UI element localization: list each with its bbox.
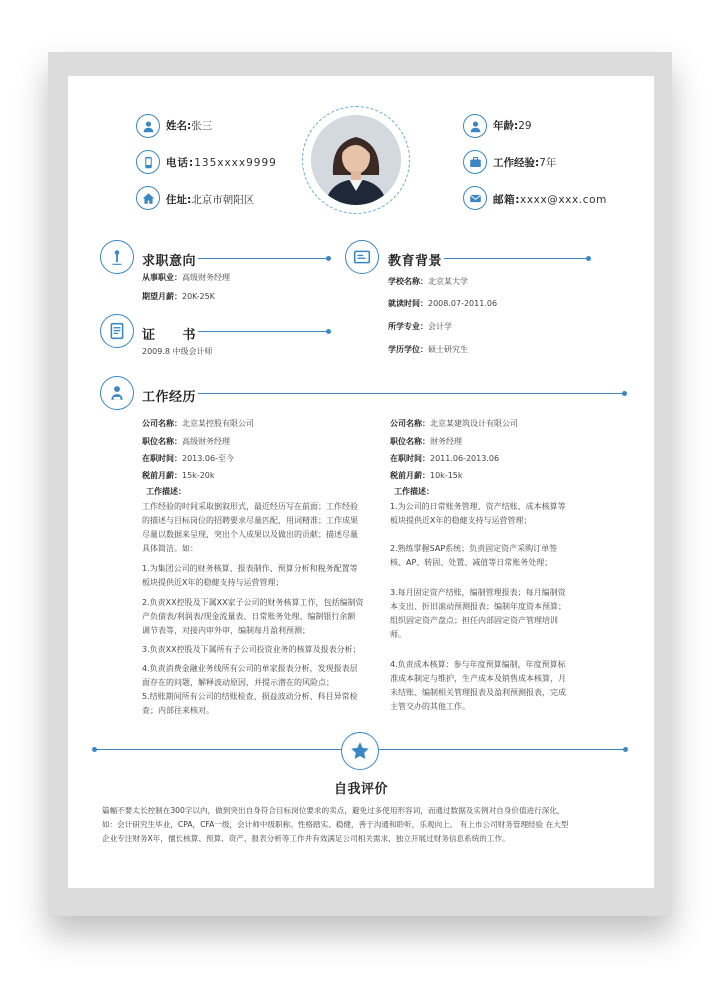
address-value: 北京市朝阳区 [191,194,255,206]
work-left-item4 [142,662,382,718]
work-divider-dot [622,391,627,396]
work-left-period [142,453,234,464]
address-label: 住址: [166,194,192,206]
work-right-period-label: 在职时间： [390,454,430,463]
work-left-item1-line: 1.为集团公司的财务核算、报表制作、预算分析和税务配置等 [142,564,358,573]
email-label: 邮箱: [493,194,520,206]
work-right-salary-value: 10k-15k [430,471,463,480]
star-icon [341,732,379,770]
work-right-salary-label: 税前月薪： [390,471,430,480]
work-left-company-label: 公司名称： [142,419,182,428]
education-major-label: 所学专业： [388,322,428,331]
work-right-item1-line: 1.为公司的日常账务管理、资产结账、成本核算等 [390,502,566,511]
work-right-desc-label [394,486,434,497]
briefcase-icon [463,150,487,174]
work-right-period-value: 2011.06-2013.06 [430,454,500,463]
work-right-item3 [390,586,620,642]
intention-position-value: 高级财务经理 [182,273,230,282]
work-right-item1 [390,500,620,528]
self-eval-divider-left [96,749,341,750]
experience-field [493,155,556,170]
work-right-company [390,418,518,429]
work-left-item4-line: 面存在的问题，解释波动原因，并提示潜在的风险点； [142,678,334,687]
certificate-divider [198,331,328,332]
avatar [311,115,401,205]
work-left-item4-line: 4.负责消费金融业务线所有公司的单家报表分析，发现报表层 [142,664,358,673]
work-left-position-value: 高级财务经理 [182,437,230,446]
work-right-item1-line: 板块提供近X年的稳健支持与运营管理； [390,516,532,525]
work-left-item3 [142,643,382,657]
email-field [493,192,607,207]
work-left-item1-line: 板块提供近X年的稳健支持与运营管理； [142,578,284,587]
work-left-intro-line: 工作经验的时间采取倒叙形式，最近经历写在前面；工作经验 [142,502,358,511]
phone-label: 电话: [166,157,195,169]
user-icon [136,114,160,138]
work-left-item2-line: 产负债表/利润表/现金流量表、日常账务处理、编制银行余额 [142,612,356,621]
education-period [388,298,497,309]
work-left-item4-line: 5.结账期间所有公司的结账检查、损益波动分析、科目异常检 [142,692,358,701]
self-eval-divider-right-dot [623,747,628,752]
work-right-position [390,436,462,447]
age-label: 年龄: [493,120,519,132]
self-eval-line: 企业专注财务X年，擅长核算、预算、资产、报表分析等工作并有效满足公司相关需求，独立开展过财务信息系统的工作。 [102,834,510,843]
education-major-value: 会计学 [428,322,452,331]
work-left-desc-label [146,486,186,497]
work-left-item2-line: 调节表等，对接内审外审，编制每月盈利预测； [142,626,310,635]
self-eval-divider-right [379,749,624,750]
phone-value: 135xxxx9999 [194,157,277,169]
work-right-company-label: 公司名称： [390,419,430,428]
work-right-position-value: 财务经理 [430,437,462,446]
intention-divider-dot [326,256,331,261]
phone-icon [136,150,160,174]
work-left-desc-label-text: 工作描述： [146,487,186,496]
intention-salary [142,291,215,302]
education-school [388,276,468,287]
education-degree-value: 硕士研究生 [428,345,468,354]
flag-icon [100,240,134,274]
work-right-item2-line: 核、AP、转固、处置、减值等日常账务处理； [390,558,553,567]
work-right-company-value: 北京某建筑设计有限公司 [430,419,518,428]
work-left-item1 [142,562,382,590]
certificate-icon [100,314,134,348]
intention-divider [198,258,328,259]
age-value: 29 [518,120,532,132]
work-right-item2-line: 2.熟练掌握SAP系统；负责固定资产采购订单签 [390,544,558,553]
education-school-label: 学校名称： [388,277,428,286]
work-left-item2 [142,596,382,638]
work-left-item3-line: 3.负责XX控股及下属所有子公司投资业务的核算及报表分析； [142,645,361,654]
education-title: 教育背景 [388,254,443,269]
work-right-item3-line: 3.每月固定资产结账，编制管理报表；每月编制资 [390,588,566,597]
intention-title: 求职意向 [142,254,197,269]
age-icon [463,114,487,138]
intention-salary-value: 20K-25K [182,292,215,301]
work-left-period-value: 2013.06-至今 [182,454,234,463]
intention-position-label: 从事职业： [142,273,182,282]
certificate-divider-dot [326,329,331,334]
work-right-item3-line: 组织固定资产盘点；担任内部固定资产管理培训 [390,616,558,625]
name-field [166,118,212,133]
certificate-title: 证 书 [142,328,197,343]
certificate-item: 2009.8 中级会计师 [142,347,213,356]
email-value: xxxx@xxx.com [520,194,607,206]
work-left-item4-line: 查；内部往来核对。 [142,706,214,715]
phone-field [166,155,277,170]
experience-value: 7年 [539,157,557,169]
education-degree [388,344,468,355]
work-right-position-label: 职位名称： [390,437,430,446]
work-right-item4-line: 末结账、编制相关管理报表及盈利预测报表，完成 [390,688,566,697]
work-divider [198,393,624,394]
work-right-item4 [390,658,620,714]
work-title: 工作经历 [142,390,197,405]
work-left-company [142,418,254,429]
work-right-item3-line: 师。 [390,630,406,639]
name-value: 张三 [191,120,213,132]
work-right-item4-line: 准成本制定与维护，生产成本及销售成本核算，月 [390,674,566,683]
age-field [493,118,532,133]
education-icon [345,240,379,274]
work-left-position [142,436,230,447]
name-label: 姓名: [166,120,192,132]
work-icon [100,376,134,410]
work-right-period [390,453,499,464]
experience-label: 工作经验: [493,157,540,169]
education-major [388,321,452,332]
education-period-value: 2008.07-2011.06 [428,299,498,308]
work-left-salary [142,470,215,481]
self-eval-line: 如：会计研究生毕业，CPA，CFA一级，会计师中级职称。性格踏实、稳健，善于沟通和聆听，乐观向上。 有上市公司财务管理经验 在大型 [102,820,569,829]
work-left-period-label: 在职时间： [142,454,182,463]
education-divider [444,258,588,259]
self-eval-title: 自我评价 [334,782,389,797]
work-right-item4-line: 4.负责成本核算：参与年度预算编制，年度预算标 [390,660,566,669]
work-right-desc-label-text: 工作描述： [394,487,434,496]
work-left-company-value: 北京某控股有限公司 [182,419,254,428]
education-degree-label: 学历学位： [388,345,428,354]
work-right-salary [390,470,463,481]
work-right-item3-line: 本支出、折旧滚动预测报表；编制年度资本预算； [390,602,566,611]
work-right-item4-line: 主管交办的其他工作。 [390,702,470,711]
self-eval-text [102,804,632,846]
work-left-intro-line: 具体简洁。如： [142,544,198,553]
education-period-label: 就读时间： [388,299,428,308]
address-field [166,192,254,207]
work-left-salary-label: 税前月薪： [142,471,182,480]
work-left-intro [142,500,382,556]
intention-salary-label: 期望月薪： [142,292,182,301]
education-divider-dot [586,256,591,261]
self-eval-line: 篇幅不要太长控制在300字以内，做到突出自身符合目标岗位要求的卖点，避免过多使用形容词，而通过数据及实例对自身价值进行深化， [102,806,565,815]
intention-position [142,272,230,283]
work-left-intro-line: 的描述与目标岗位的招聘要求尽量匹配，用词精准；工作成果 [142,516,358,525]
work-left-intro-line: 尽量以数据来呈现，突出个人成果以及做出的贡献；描述尽量 [142,530,358,539]
work-left-position-label: 职位名称： [142,437,182,446]
work-right-item2 [390,542,620,570]
work-left-item2-line: 2.负责XX控股及下属XX家子公司的财务核算工作，包括编制资 [142,598,364,607]
education-school-value: 北京某大学 [428,277,468,286]
work-left-salary-value: 15k-20k [182,471,215,480]
mail-icon [463,186,487,210]
home-icon [136,186,160,210]
